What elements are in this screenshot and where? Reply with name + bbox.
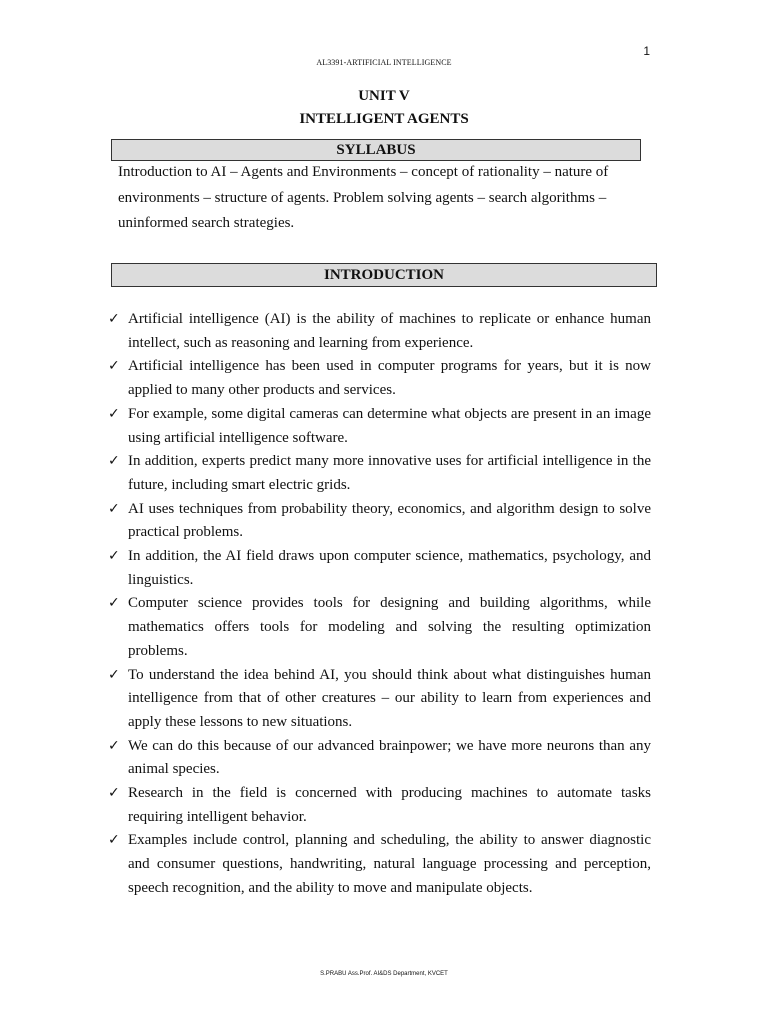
bullet-item — [108, 782, 651, 829]
bullet-item — [108, 545, 651, 592]
unit-label: UNIT V — [358, 88, 410, 104]
bullet-item — [108, 355, 651, 402]
bullet-item — [108, 664, 651, 735]
bullet-text: We can do this because of our advanced brainpower; we have more neurons than any animal species. — [128, 737, 651, 778]
running-footer: S.PRABU Ass.Prof. AI&DS Department, KVCET — [320, 971, 448, 977]
introduction-heading: INTRODUCTION — [111, 263, 657, 287]
bullet-item — [108, 498, 651, 545]
bullet-item — [108, 403, 651, 450]
bullet-text: Artificial intelligence (AI) is the ability of machines to replicate or enhance human intellect, such as reasoning and learning from experience. — [128, 311, 651, 351]
bullet-text: To understand the idea behind AI, you should think about what distinguishes human intelligence from that of other creatures – our ability to learn from experiences and apply these lessons to new situations. — [128, 666, 651, 730]
page-number: 1 — [643, 44, 650, 58]
check-icon: ✓ — [108, 500, 120, 517]
syllabus-text: Introduction to AI – Agents and Environments – concept of rationality – nature of environments – structure of agents. Problem solving agents – search algorithms – uninformed search strategies. — [118, 164, 609, 231]
running-header: AL3391-ARTIFICIAL INTELLIGENCE — [316, 58, 452, 67]
check-icon: ✓ — [108, 666, 120, 683]
bullet-text: Research in the field is concerned with producing machines to automate tasks requiring intelligent behavior. — [128, 785, 651, 825]
page-title: INTELLIGENT AGENTS — [299, 111, 469, 127]
syllabus-heading: SYLLABUS — [111, 139, 641, 161]
check-icon: ✓ — [108, 405, 120, 422]
introduction-bullet-list — [108, 308, 651, 901]
bullet-text: Artificial intelligence has been used in computer programs for years, but it is now applied to many other products and services. — [128, 358, 651, 399]
check-icon: ✓ — [108, 358, 120, 375]
check-icon: ✓ — [108, 595, 120, 612]
check-icon: ✓ — [108, 453, 120, 470]
bullet-item — [108, 592, 651, 663]
check-icon: ✓ — [108, 737, 120, 754]
bullet-item — [108, 735, 651, 782]
bullet-text: AI uses techniques from probability theory, economics, and algorithm design to solve practical problems. — [128, 500, 651, 541]
bullet-item — [108, 308, 651, 355]
check-icon: ✓ — [108, 785, 120, 802]
bullet-text: For example, some digital cameras can determine what objects are present in an image using artificial intelligence software. — [128, 405, 651, 446]
check-icon: ✓ — [108, 832, 120, 849]
check-icon: ✓ — [108, 311, 120, 327]
check-icon: ✓ — [108, 548, 120, 565]
bullet-item — [108, 450, 651, 497]
bullet-text: Computer science provides tools for designing and building algorithms, while mathematics offers tools for modeling and solving the resulting optimization problems. — [128, 595, 651, 659]
bullet-text: Examples include control, planning and scheduling, the ability to answer diagnostic and consumer questions, handwriting, natural language processing and perception, speech recognition, and the ability to move and manipulate objects. — [128, 832, 651, 896]
bullet-text: In addition, the AI field draws upon computer science, mathematics, psychology, and linguistics. — [128, 548, 651, 588]
bullet-item — [108, 829, 651, 900]
bullet-text: In addition, experts predict many more innovative uses for artificial intelligence in the future, including smart electric grids. — [128, 453, 651, 493]
